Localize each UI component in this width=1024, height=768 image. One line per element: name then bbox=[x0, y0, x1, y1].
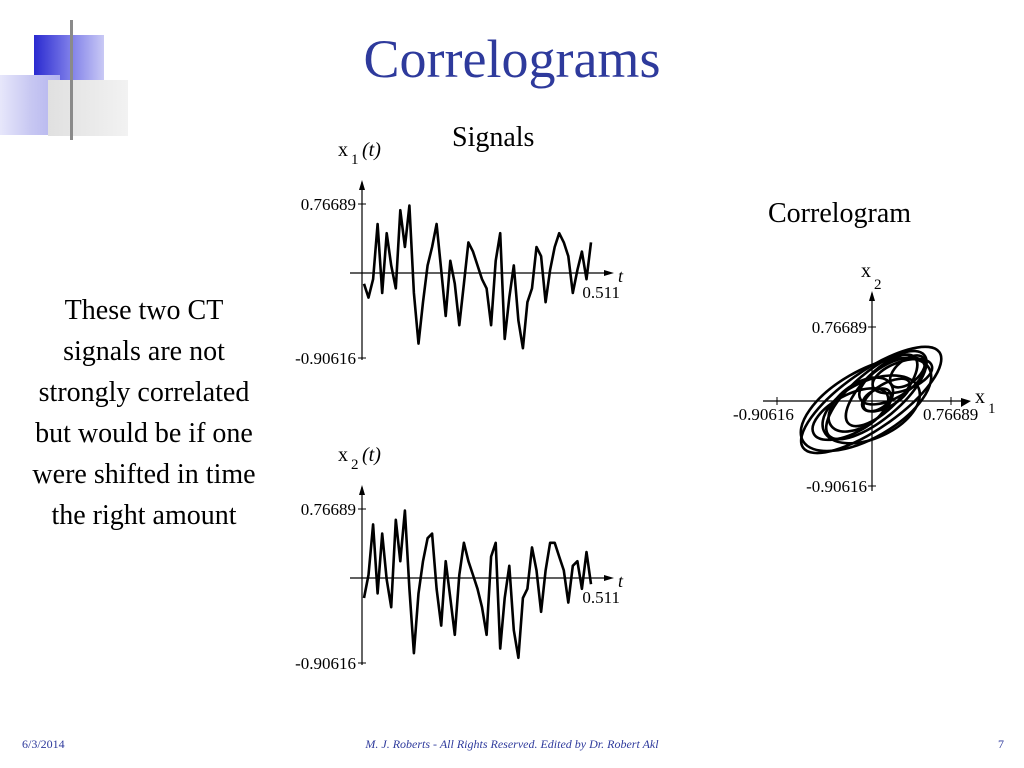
x-axis-arrow bbox=[604, 270, 614, 276]
x-axis-label-sub: 1 bbox=[988, 401, 996, 417]
signal-x1-plot bbox=[270, 130, 640, 375]
y-axis-label bbox=[338, 444, 381, 473]
signal-x2-line bbox=[364, 511, 591, 658]
x-tick-label-left: -0.90616 bbox=[733, 405, 794, 424]
correlogram-curves bbox=[786, 329, 955, 471]
y-axis-arrow bbox=[359, 180, 365, 190]
y-tick-label-bottom: -0.90616 bbox=[806, 477, 867, 496]
y-axis-label-arg: (t) bbox=[362, 444, 381, 466]
footer-page-number: 7 bbox=[998, 737, 1004, 751]
x-axis-label: t bbox=[618, 571, 624, 591]
y-tick-label-top: 0.76689 bbox=[811, 318, 867, 337]
correlogram-label: Correlogram bbox=[768, 198, 912, 229]
x-tick-label: 0.511 bbox=[582, 588, 620, 607]
y-axis-label-sub: 2 bbox=[351, 457, 359, 473]
x-tick-label-right: 0.76689 bbox=[923, 405, 979, 424]
body-text: These two CT signals are not strongly correlated but would be if one were shifted in time the right amount bbox=[32, 295, 256, 531]
y-tick-label-bottom: -0.90616 bbox=[295, 349, 356, 368]
y-tick-label-bottom: -0.90616 bbox=[295, 654, 356, 673]
y-axis-arrow bbox=[359, 485, 365, 495]
x-axis-arrow bbox=[604, 575, 614, 581]
y-axis-label-main: x bbox=[861, 260, 871, 282]
x-tick-label: 0.511 bbox=[582, 283, 620, 302]
slide-title: Correlograms bbox=[363, 29, 661, 89]
x-axis-label-main: x bbox=[975, 386, 985, 408]
y-axis-label-arg: (t) bbox=[362, 139, 381, 161]
x-axis-label: t bbox=[618, 266, 624, 286]
y-tick-label-top: 0.76689 bbox=[300, 195, 356, 214]
correlogram-plot bbox=[725, 255, 1015, 500]
y-axis-label-sub: 2 bbox=[874, 277, 882, 293]
y-tick-label-top: 0.76689 bbox=[300, 500, 356, 519]
y-axis-label-sub: 1 bbox=[351, 152, 359, 168]
y-axis-label bbox=[861, 260, 882, 293]
y-axis-label-main: x bbox=[338, 444, 348, 466]
y-axis-label bbox=[338, 139, 381, 168]
signals-label: Signals bbox=[452, 122, 535, 153]
footer-credit: M. J. Roberts - All Rights Reserved. Edited by Dr. Robert Akl bbox=[365, 737, 659, 751]
footer-date: 6/3/2014 bbox=[22, 737, 65, 751]
y-axis-label-main: x bbox=[338, 139, 348, 161]
signal-x1-line bbox=[364, 206, 591, 349]
signal-x2-plot bbox=[270, 435, 640, 680]
